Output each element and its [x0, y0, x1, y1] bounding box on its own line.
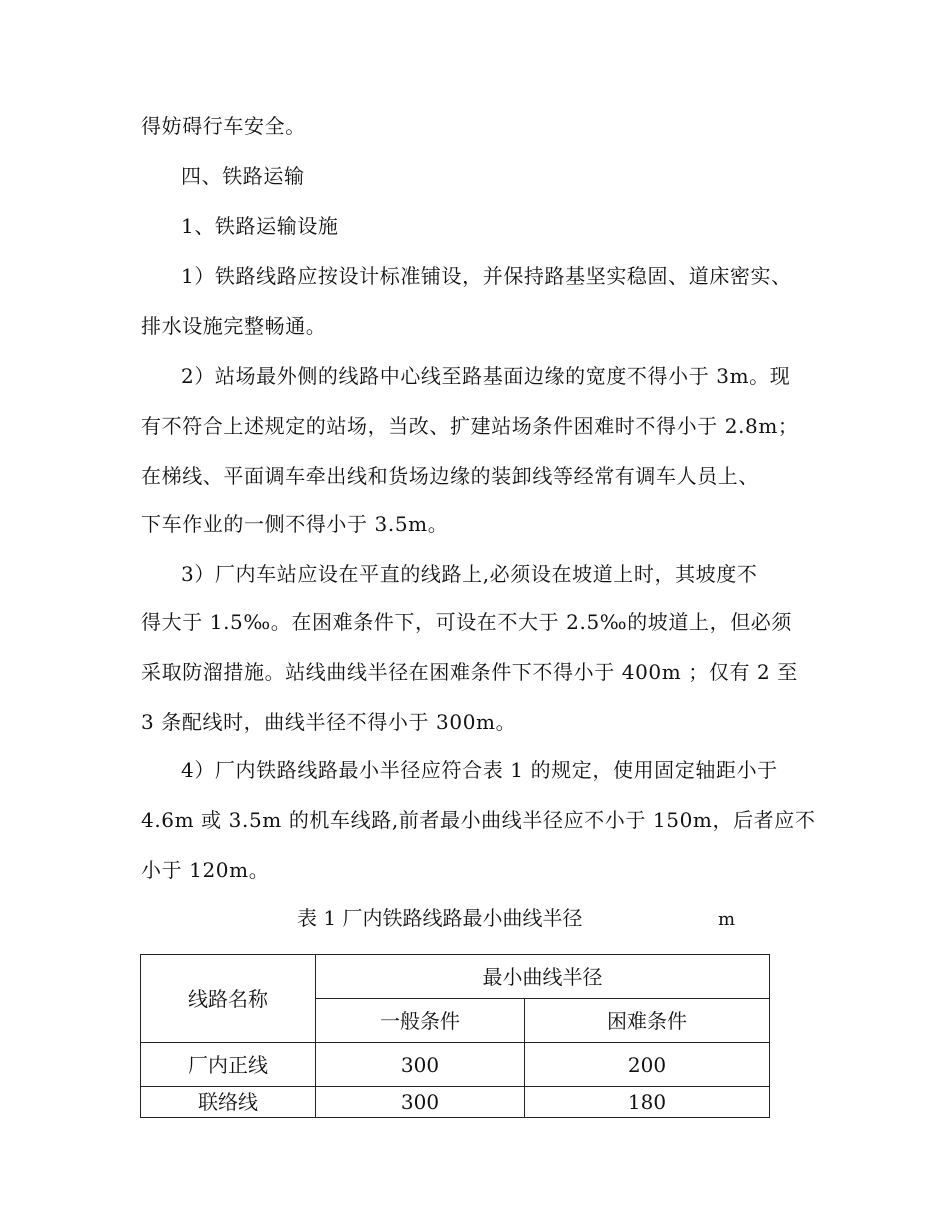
curve-radius-table: [140, 954, 770, 1118]
table-header-row: [141, 955, 770, 999]
cell-difficult: 180: [525, 1087, 770, 1118]
table-unit: m: [718, 909, 736, 930]
paragraph-line: 3 条配线时，曲线半径不得小于 300m。: [141, 710, 517, 734]
paragraph-line: 得大于 1.5‰。在困难条件下，可设在不大于 2.5‰的坡道上，但必须: [141, 610, 792, 634]
paragraph-line: 有不符合上述规定的站场，当改、扩建站场条件困难时不得小于 2.8m；: [141, 414, 799, 438]
paragraph-line: 4）厂内铁路线路最小半径应符合表 1 的规定，使用固定轴距小于: [181, 758, 778, 782]
paragraph-line: 排水设施完整畅通。: [141, 314, 327, 338]
paragraph-line: 小于 120m。: [141, 858, 270, 882]
table-caption: 表 1 厂内铁路线路最小曲线半径: [297, 906, 583, 930]
paragraph-line: 2）站场最外侧的线路中心线至路基面边缘的宽度不得小于 3m。现: [181, 364, 791, 388]
cell-line-name: 联络线: [141, 1087, 316, 1118]
paragraph-line: 在梯线、平面调车牵出线和货场边缘的装卸线等经常有调车人员上、: [141, 464, 759, 488]
paragraph-line: 3）厂内车站应设在平直的线路上,必须设在坡道上时，其坡度不: [181, 562, 758, 586]
cell-normal: 300: [316, 1043, 525, 1087]
cell-line-name: 厂内正线: [141, 1043, 316, 1087]
header-difficult: 困难条件: [525, 999, 770, 1043]
paragraph-line: 采取防溜措施。站线曲线半径在困难条件下不得小于 400m ；仅有 2 至: [141, 660, 798, 684]
header-normal: 一般条件: [316, 999, 525, 1043]
table-row: [141, 1087, 770, 1118]
paragraph-line: 1）铁路线路应按设计标准铺设，并保持路基坚实稳固、道床密实、: [181, 264, 792, 288]
cell-difficult: 200: [525, 1043, 770, 1087]
section-heading: 四、铁路运输: [181, 164, 305, 188]
paragraph-line: 4.6m 或 3.5m 的机车线路,前者最小曲线半径应不小于 150m，后者应不: [141, 808, 816, 832]
paragraph-line: 得妨碍行车安全。: [141, 114, 306, 138]
paragraph-line: 下车作业的一侧不得小于 3.5m。: [141, 512, 449, 536]
table-row: [141, 1043, 770, 1087]
subsection-heading: 1、铁路运输设施: [181, 214, 339, 238]
header-min-radius: 最小曲线半径: [316, 955, 770, 999]
cell-normal: 300: [316, 1087, 525, 1118]
header-line-name: 线路名称: [141, 955, 316, 1043]
